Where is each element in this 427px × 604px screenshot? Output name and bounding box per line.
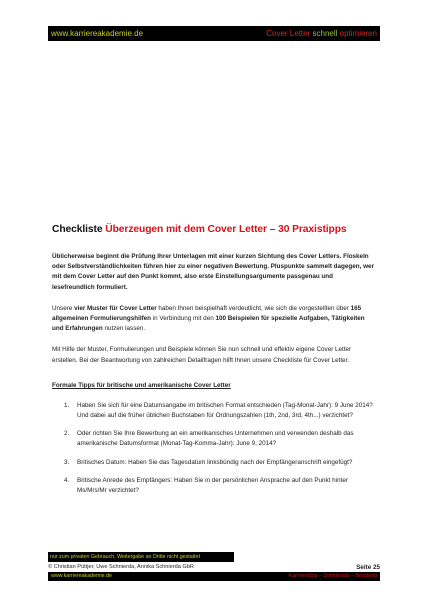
list-item-text xyxy=(77,476,374,496)
header-bar xyxy=(48,26,380,41)
list-item-number: 1. xyxy=(64,401,70,409)
list-item-text xyxy=(77,458,374,468)
footer-url-link[interactable]: www.karriereakademie.de xyxy=(51,573,112,579)
paragraph-checklist-intro: Mit Hilfe der Muster, Formulierungen und Beispiele können Sie nun schnell und effektiv eigene Cover Letter erstellen. Bei der Beantwortung von zahlreichen Detailfragen hilft Ihnen unsere Checkliste für Cover Letter. xyxy=(52,346,352,364)
intro-paragraph: Üblicherweise beginnt die Prüfung Ihrer Unterlagen mit einer kurzen Sichtung des Cover Letters. Floskeln oder Selbstverständlichkeiten führen hier zu einer negativen Bewertung. Pluspunkte sammelt dagegen, wer mit dem Cover Letter auf den Punkt kommt, also erste Einstellungsargumente passgenau und lesefreundlich formuliert. xyxy=(52,253,374,291)
header-brand-part2: schnell xyxy=(312,29,338,38)
list-item-line: Und dabei auf die früher üblichen Buchstaben für Ordnungszahlen (1th, 2nd, 3rd, 4th...) verzichtet? xyxy=(77,412,353,420)
list-item-line: Oder richten Sie Ihre Bewerbung an ein amerikanisches Unternehmen und verwenden deshalb das amerikanische Datumsformat (Monat-Tag-Komma-Jahr): June 9, 2014? xyxy=(77,430,354,448)
tips-list xyxy=(52,401,374,496)
para1-text-4: nutzen lassen. xyxy=(104,325,146,333)
list-item xyxy=(64,429,374,449)
header-url-link[interactable]: www.karriereakademie.de xyxy=(51,29,144,38)
header-brand-part1: Cover Letter xyxy=(266,29,311,38)
page-content xyxy=(52,224,374,504)
paragraph-templates xyxy=(52,304,374,335)
list-item-line: Britisches Datum: Haben Sie das Tagesdatum linksbündig nach der Empfängeranschrift eingefügt? xyxy=(77,458,353,466)
list-item xyxy=(64,476,374,496)
footer-notice: nur zum privaten Gebrauch, Weitergabe an Dritte nicht gestattet xyxy=(48,552,234,562)
title-highlight: Überzeugen mit dem Cover Letter – 30 Praxistipps xyxy=(105,224,347,235)
para1-text-3: in Verbindung mit den xyxy=(152,315,214,323)
para1-bold-2: 165 allgemeinen Formulierungshilfen xyxy=(52,304,362,323)
page-title xyxy=(52,224,374,235)
para1-bold-1: vier Muster für Cover Letter xyxy=(74,304,157,312)
footer-copyright: © Christian Püttjer, Uwe Schnierda, Annika Schnierda GbR xyxy=(48,564,194,570)
list-item xyxy=(64,458,374,468)
para1-text-2: haben Ihnen beispielhaft verdeutlicht, wie sich die vorgestellten über xyxy=(158,304,349,312)
footer-line xyxy=(48,563,380,572)
list-item-line: Haben Sie sich für eine Datumsangabe im britischen Format entschieden (Tag-Monat-Jahr): 9 June 2014? xyxy=(77,401,373,409)
section-heading: Formale Tipps für britische und amerikanische Cover Letter xyxy=(52,381,231,389)
list-item-number: 2. xyxy=(64,430,70,438)
header-brand-part3: optimieren xyxy=(339,29,377,38)
footer-blog-link[interactable]: Karriereblog – Downloads – Beratung xyxy=(288,573,377,579)
list-item-number: 3. xyxy=(64,458,70,466)
list-item-line: Britische Anrede des Empfängers: Haben Sie in der persönlichen Ansprache auf den Punkt hinter Ms/Mrs/Mr verzichtet? xyxy=(77,476,348,495)
list-item-text xyxy=(77,429,374,449)
footer-bar xyxy=(48,572,380,581)
title-prefix: Checkliste xyxy=(52,224,103,235)
list-item xyxy=(64,401,374,421)
page-number: Seite 25 xyxy=(356,564,380,571)
list-item-number: 4. xyxy=(64,476,70,484)
para1-bold-3: 100 Beispielen für spezielle Aufgaben, Tätigkeiten und Erfahrungen xyxy=(52,315,365,333)
header-brand xyxy=(266,26,377,41)
para1-text-1: Unsere xyxy=(52,304,73,312)
list-item-text xyxy=(77,401,374,421)
